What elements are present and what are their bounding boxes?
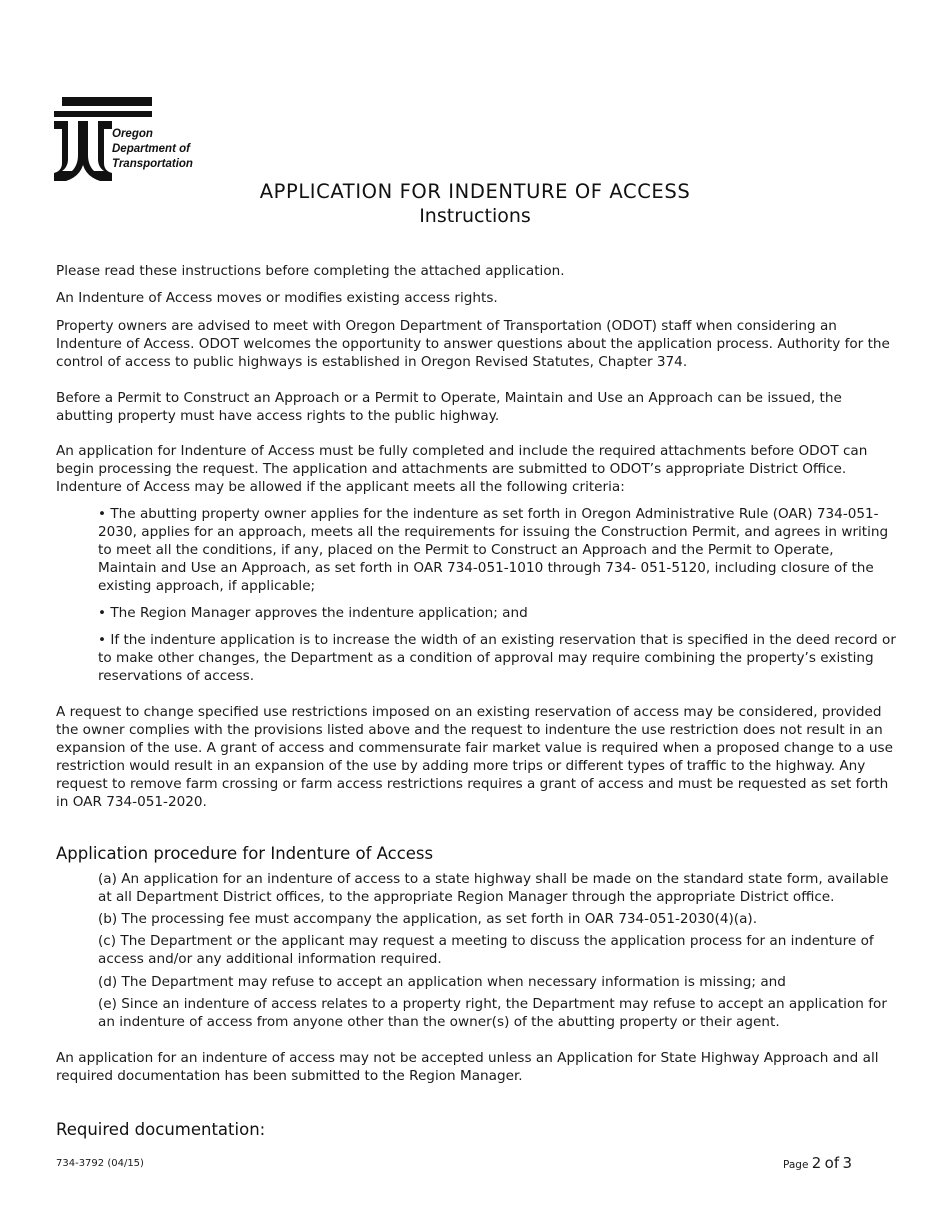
criteria-bullet: • The abutting property owner applies for the indenture as set forth in Oregon Administrative Rule (OAR) 734-051-2030, applies for an approach, meets all the requirements for issuing the Construction Permit, and agrees in writing to meet all the conditions, if any, placed on the Permit to Construct an Approach and the Permit to Operate, Maintain and Use an Approach, as set forth in OAR 734-051-1010 through 734- 051-5120, including closure of the existing approach, if applicable;	[98, 506, 889, 594]
procedure-item: (e) Since an indenture of access relates to a property right, the Department may refuse to accept an application for an indenture of access from anyone other than the owner(s) of the abutting property or their agent.	[98, 996, 887, 1030]
logo-line-3: Transportation	[112, 158, 193, 170]
use-restriction-paragraph: A request to change specified use restrictions imposed on an existing reservation of access may be considered, provided the owner complies with the provisions listed above and the request to indenture the use restriction does not result in an expansion of the use. A grant of access and commensurate fair market value is required when a proposed change to a use restriction would result in an expansion of the use by adding more trips or different types of traffic to the highway. Any request to remove farm crossing or farm access restrictions requires a grant of access and must be requested as set forth in OAR 734-051-2020.	[56, 704, 893, 810]
odot-logo	[54, 97, 214, 183]
logo-line-1: Oregon	[112, 128, 153, 140]
required-documentation-heading: Required documentation:	[56, 1120, 266, 1139]
advice-paragraph: Property owners are advised to meet with Oregon Department of Transportation (ODOT) staff when considering an Indenture of Access. ODOT welcomes the opportunity to answer questions about the application process. Authority for the control of access to public highways is established in Oregon Revised Statutes, Chapter 374.	[56, 318, 890, 370]
page-number: 2	[811, 1154, 822, 1172]
closing-paragraph: An application for an indenture of access may not be accepted unless an Application for State Highway Approach and all required documentation has been submitted to the Region Manager.	[56, 1050, 879, 1084]
permit-paragraph: Before a Permit to Construct an Approach or a Permit to Operate, Maintain and Use an Approach can be issued, the abutting property must have access rights to the public highway.	[56, 390, 842, 424]
procedure-item: (a) An application for an indenture of access to a state highway shall be made on the standard state form, available at all Department District offices, to the appropriate Region Manager through the appropriate District office.	[98, 871, 889, 905]
page-of-label: of	[824, 1154, 840, 1172]
criteria-paragraph: An application for Indenture of Access must be fully completed and include the required attachments before ODOT can begin processing the request. The application and attachments are submitted to ODOT’s appropriate District Office. Indenture of Access may be allowed if the applicant meets all the following criteria:	[56, 443, 868, 495]
form-number: 734-3792 (04/15)	[56, 1158, 144, 1169]
page-indicator	[783, 1154, 852, 1172]
procedure-item: (d) The Department may refuse to accept an application when necessary information is missing; and	[98, 974, 786, 990]
definition-paragraph: An Indenture of Access moves or modifies existing access rights.	[56, 290, 498, 306]
page-total: 3	[842, 1154, 852, 1172]
procedure-heading: Application procedure for Indenture of Access	[56, 844, 434, 863]
intro-paragraph: Please read these instructions before completing the attached application.	[56, 263, 565, 279]
page-label: Page	[782, 1159, 809, 1171]
document-title: APPLICATION FOR INDENTURE OF ACCESS	[259, 180, 691, 203]
logo-line-2: Department of	[112, 143, 190, 155]
document-subtitle: Instructions	[419, 205, 531, 227]
criteria-bullet: • The Region Manager approves the indenture application; and	[98, 605, 528, 621]
criteria-bullet: • If the indenture application is to increase the width of an existing reservation that is specified in the deed record or to make other changes, the Department as a condition of approval may require combining the property’s existing reservations of access.	[98, 632, 896, 684]
procedure-item: (c) The Department or the applicant may request a meeting to discuss the application process for an indenture of access and/or any additional information required.	[98, 933, 874, 967]
procedure-item: (b) The processing fee must accompany the application, as set forth in OAR 734-051-2030(4)(a).	[98, 911, 758, 927]
